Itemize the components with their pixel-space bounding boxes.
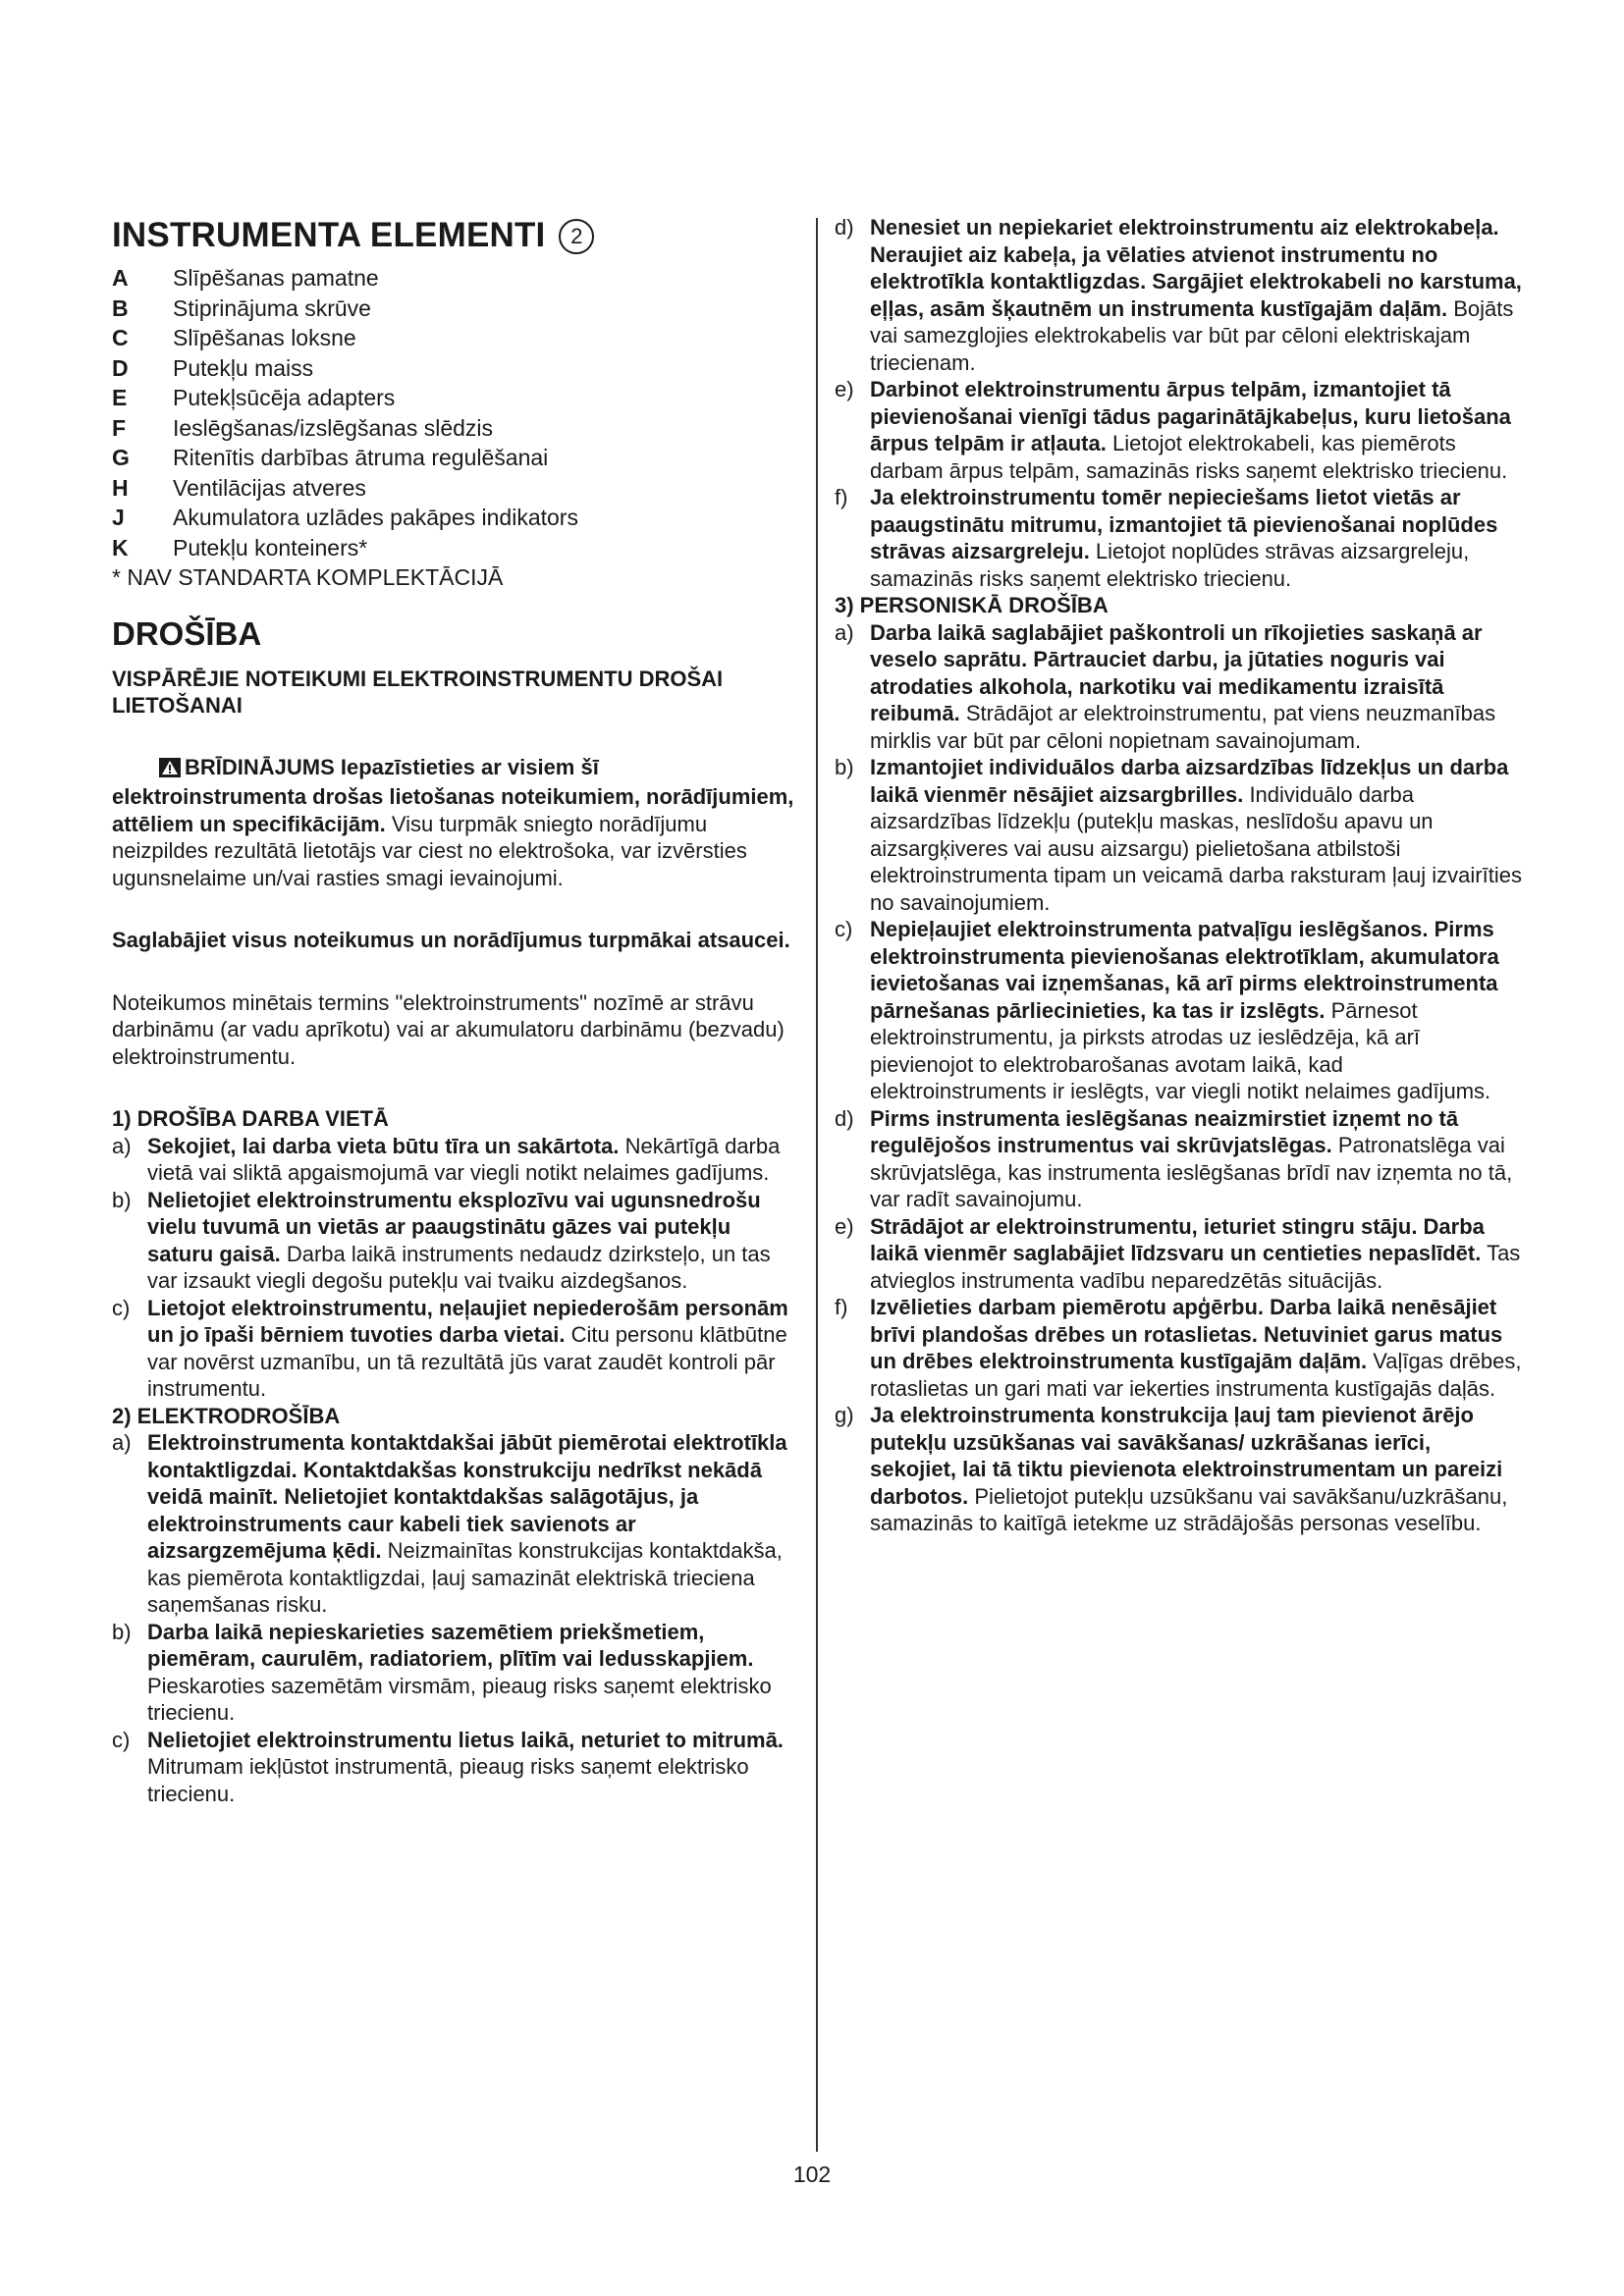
rule-item: [835, 754, 1522, 916]
part-letter: K: [112, 534, 129, 561]
rule-bold: Lietojot elektroinstrumentu, neļaujiet nepiederošām personām un jo īpaši bērniem tuvoties darba vietai.: [147, 1295, 788, 1347]
part-text: Putekļu konteiners*: [173, 534, 368, 561]
rule-body: Bojāts vai samezglojies elektrokabelis var būt par cēloni elektriskajam triecienam.: [870, 295, 1514, 375]
rule-body: Pārnesot elektroinstrumentu, ja pirksts atrodas uz ieslēdzēja, kā arī pievienojot to elektrobarošanas avotam laikā, kad elektroinstruments ir ieslēgts, var viegli notikt nelaimes gadījums.: [870, 997, 1491, 1103]
page-number: 102: [792, 2162, 832, 2187]
part-text: Ieslēgšanas/izslēgšanas slēdzis: [173, 414, 494, 441]
section-title-safety: DROŠĪBA: [112, 614, 262, 652]
rule-label: b): [112, 1619, 132, 1644]
rule-bold: Darba laikā saglabājiet paškontroli un rīkojieties saskaņā ar veselo saprātu. Pārtrauciet darbu, ja jūtaties noguris vai atrodaties alkohola, narkotiku vai medikamentu izraisītā reibumā.: [870, 619, 1483, 725]
rule-label: f): [835, 1295, 848, 1319]
rule-body: Patronatslēga vai skrūvjatslēga, kas instrumenta ieslēgšanas brīdī nav izņemta no tā, var radīt savainojumu.: [870, 1133, 1513, 1211]
rule-item: [835, 376, 1522, 484]
left-column: [112, 214, 797, 1807]
part-letter: B: [112, 294, 129, 321]
column-divider: [816, 218, 818, 2152]
rule-bold: Sekojiet, lai darba vieta būtu tīra un sakārtota.: [147, 1133, 620, 1158]
section-2-title: 2) ELEKTRODROŠĪBA: [112, 1403, 341, 1428]
part-text: Akumulatora uzlādes pakāpes indikators: [173, 505, 578, 530]
term-definition: Noteikumos minētais termins "elektroinstruments" nozīmē ar strāvu darbināmu (ar vadu aprīkotu) vai ar akumulatoru darbināmu (bezvadu) elektroinstrumentu.: [112, 989, 785, 1069]
rule-body: Nekārtīgā darba vietā vai sliktā apgaismojumā var viegli notikt nelaimes gadījums.: [147, 1133, 781, 1185]
rule-label: b): [835, 755, 854, 779]
rule-body: Mitrumam iekļūstot instrumentā, pieaug risks saņemt elektrisko triecienu.: [147, 1754, 749, 1806]
rule-item: [835, 619, 1522, 755]
rule-item: [835, 214, 1522, 376]
warning-paragraph: [112, 754, 797, 892]
rule-bold: Elektroinstrumenta kontaktdakšai jābūt piemērotai elektrotīkla kontaktligzdai. Kontaktdakšas konstrukciju nedrīkst nekādā veidā mainīt. Nelietojiet kontaktdakšas salāgotājus, ja elektroinstruments caur kabeli tiek savienots ar aizsargzemējuma ķēdi.: [147, 1430, 787, 1563]
part-item: [112, 383, 797, 413]
rule-body: Individuālo darba aizsardzības līdzekļu (putekļu maskas, neslīdošu apavu un aizsargķiveres vai ausu aizsargu) pielietošana atbilstoši elektroinstrumenta tipam un veicamā darba raksturam ļauj izvairīties no savainojumiem.: [870, 781, 1522, 915]
part-letter: D: [112, 354, 129, 381]
rule-body: Lietojot noplūdes strāvas aizsargreleju, samazinās risks saņemt elektrisko triecienu.: [870, 539, 1470, 591]
elements-title-text: INSTRUMENTA ELEMENTI: [112, 216, 546, 254]
part-item: [112, 353, 797, 384]
rule-body: Vaļīgas drēbes, rotaslietas un gari mati var iekerties instrumenta kustīgajās daļās.: [870, 1349, 1522, 1401]
rule-item: [835, 1294, 1522, 1402]
rule-item: [112, 1133, 797, 1187]
rule-label: a): [112, 1430, 132, 1455]
part-text: Putekļsūcēja adapters: [173, 385, 396, 410]
rule-label: e): [835, 1213, 854, 1239]
rule-bold: Darbinot elektroinstrumentu ārpus telpām, izmantojiet tā pievienošanai vienīgi tādus pagarinātājkabeļus, kuru lietošana ārpus telpām ir atļauta.: [870, 377, 1511, 455]
figure-ref-badge: 2: [559, 219, 594, 254]
part-item: [112, 323, 797, 353]
rule-body: Citu personu klātbūtne var novērst uzmanību, un tā rezultātā jūs varat zaudēt kontroli pār instrumentu.: [147, 1322, 787, 1401]
rule-label: c): [112, 1727, 131, 1752]
part-letter: C: [112, 325, 129, 350]
rule-label: a): [112, 1133, 132, 1158]
rule-label: a): [835, 619, 854, 645]
rule-body: Pieskaroties sazemētām virsmām, pieaug risks saņemt elektrisko triecienu.: [147, 1673, 772, 1725]
section-title-elements: [112, 214, 797, 257]
rule-bold: Nenesiet un nepiekariet elektroinstrumentu aiz elektrokabeļa. Neraujiet aiz kabeļa, ja vēlaties atvienot instrumentu no elektrotīkla kontaktligzdas. Sargājiet elektrokabeli no karstuma, eļļas, asām šķautnēm un instrumenta kustīgajām daļām.: [870, 215, 1522, 321]
rule-label: d): [835, 215, 854, 240]
rule-body: Lietojot elektrokabeli, kas piemērots darbam ārpus telpām, samazinās risks saņemt elektrisko triecienu.: [870, 431, 1508, 483]
parts-footnote: * NAV STANDARTA KOMPLEKTĀCIJĀ: [112, 564, 504, 590]
warning-bold-text: BRĪDINĀJUMS Iepazīstieties ar visiem šī elektroinstrumenta drošas lietošanas noteikumiem, norādījumiem, attēliem un specifikācijām.: [112, 754, 794, 836]
rule-body: Strādājot ar elektroinstrumentu, pat viens neuzmanības mirklis var būt par cēloni nopietnam savainojumam.: [870, 701, 1496, 753]
save-instructions: Saglabājiet visus noteikumus un norādījumus turpmākai atsaucei.: [112, 928, 790, 952]
rule-body: Pielietojot putekļu uzsūkšanu vai savākšanu/uzkrāšanu, samazinās to kaitīgā ietekme uz strādājošās personas veselību.: [870, 1483, 1508, 1535]
rule-item: [835, 1105, 1522, 1213]
rule-item: [835, 916, 1522, 1105]
part-text: Ritenītis darbības ātruma regulēšanai: [173, 445, 549, 470]
part-text: Slīpēšanas pamatne: [173, 265, 379, 291]
section-1-title: 1) DROŠĪBA DARBA VIETĀ: [112, 1106, 389, 1131]
part-item: [112, 443, 797, 473]
rule-item: [835, 1213, 1522, 1295]
part-item: [112, 473, 797, 504]
rule-bold: Darba laikā nepieskarieties sazemētiem priekšmetiem, piemēram, caurulēm, radiatoriem, plītīm vai ledusskapjiem.: [147, 1619, 754, 1671]
rule-bold: Pirms instrumenta ieslēgšanas neaizmirstiet izņemt no tā regulējošos instrumentus vai skrūvjatslēgas.: [870, 1105, 1459, 1157]
warning-triangle-icon: [159, 757, 181, 784]
part-letter: J: [112, 505, 125, 530]
rule-item: [112, 1295, 797, 1403]
part-item: [112, 263, 797, 294]
part-letter: E: [112, 385, 128, 410]
rule-label: g): [835, 1403, 854, 1427]
part-text: Slīpēšanas loksne: [173, 325, 356, 350]
part-text: Ventilācijas atveres: [173, 474, 366, 501]
rule-bold: Izmantojiet individuālos darba aizsardzības līdzekļus un darba laikā vienmēr nēsājiet aizsargbrilles.: [870, 755, 1509, 807]
part-letter: H: [112, 474, 129, 501]
rule-label: c): [835, 917, 853, 941]
rule-label: c): [112, 1295, 131, 1320]
general-rules-heading: VISPĀRĒJIE NOTEIKUMI ELEKTROINSTRUMENTU DROŠAI LIETOŠANAI: [112, 666, 724, 718]
rule-body: Darba laikā instruments nedaudz dzirksteļo, un tas var izsaukt viegli degošu putekļu vai tvaiku aizdegšanos.: [147, 1241, 771, 1293]
rule-item: [112, 1429, 797, 1619]
rule-bold: Izvēlieties darbam piemērotu apģērbu. Darba laikā nenēsājiet brīvi plandošas drēbes un rotaslietas. Netuviniet garus matus un drēbes elektroinstrumenta kustīgajām daļām.: [870, 1295, 1503, 1373]
rule-item: [835, 1402, 1522, 1537]
rule-item: [112, 1187, 797, 1295]
part-item: [112, 413, 797, 444]
section-3-title: 3) PERSONISKĀ DROŠĪBA: [835, 593, 1109, 617]
right-column: [835, 214, 1522, 1537]
part-item: [112, 503, 797, 533]
part-item: [112, 294, 797, 324]
rule-bold: Ja elektroinstrumentu tomēr nepieciešams lietot vietās ar paaugstinātu mitrumu, izmantojiet tā pievienošanai noplūdes strāvas aizsargreleju.: [870, 485, 1498, 563]
rule-label: d): [835, 1105, 854, 1131]
part-text: Stiprinājuma skrūve: [173, 294, 371, 321]
rule-label: f): [835, 485, 848, 509]
rule-body: Tas atvieglos instrumenta vadību neparedzētās situācijās.: [870, 1241, 1521, 1293]
part-item: [112, 533, 797, 563]
parts-list: [112, 263, 797, 562]
rule-bold: Ja elektroinstrumenta konstrukcija ļauj tam pievienot ārējo putekļu uzsūkšanas vai savākšanas/ uzkrāšanas ierīci, sekojiet, lai tā tiktu pievienota elektroinstrumentam un pareizi darbotos.: [870, 1403, 1503, 1509]
rule-item: [835, 484, 1522, 592]
rule-bold: Strādājot ar elektroinstrumentu, ieturiet stingru stāju. Darba laikā vienmēr saglabājiet līdzsvaru un centieties nepaslīdēt.: [870, 1213, 1485, 1265]
rule-bold: Nelietojiet elektroinstrumentu eksplozīvu vai ugunsnedrošu vielu tuvumā un vietās ar paaugstinātu gāzes vai putekļu saturu gaisā.: [147, 1187, 761, 1266]
part-text: Putekļu maiss: [173, 354, 314, 381]
part-letter: G: [112, 445, 130, 470]
part-letter: F: [112, 414, 127, 441]
rule-bold: Nelietojiet elektroinstrumentu lietus laikā, neturiet to mitrumā.: [147, 1727, 784, 1752]
rule-bold: Nepieļaujiet elektroinstrumenta patvaļīgu ieslēgšanos. Pirms elektroinstrumenta pievienošanas elektrotīklam, akumulatora ievietošanas vai izņemšanas, kā arī pirms elektroinstrumenta pārnešanas pārliecinieties, ka tas ir izslēgts.: [870, 917, 1499, 1023]
rule-item: [112, 1727, 797, 1808]
warning-body-text: Visu turpmāk sniegto norādījumu neizpildes rezultātā lietotājs var ciest no elektrošoka, var izvērsties ugunsnelaime un/vai rasties smagi ievainojumi.: [112, 811, 747, 890]
rule-body: Neizmainītas konstrukcijas kontaktdakša, kas piemērota kontaktligzdai, ļauj samazināt elektriskā trieciena saņemšanas risku.: [147, 1538, 783, 1617]
rule-label: e): [835, 377, 854, 401]
rule-item: [112, 1619, 797, 1727]
rule-label: b): [112, 1187, 132, 1212]
part-letter: A: [112, 265, 129, 291]
